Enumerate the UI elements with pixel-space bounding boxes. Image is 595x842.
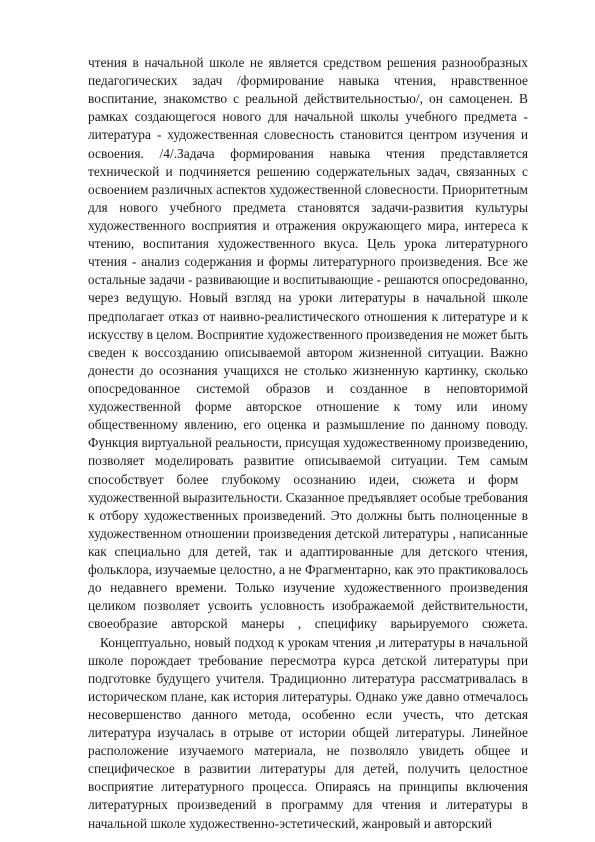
text-line: художественного восприятия и отражения окружающего мира, интереса к [88, 217, 528, 233]
text-line: способствует более глубокому осознанию идеи, сюжета и форм [88, 471, 519, 487]
text-line: для нового учебного предмета становятся задачи-развития культуры [88, 199, 528, 215]
text-line: общественному явлению, его оценка и размышление по данному поводу. [88, 417, 528, 433]
text-line: донести до осознания учащихся не столько жизненную картинку, сколько [88, 362, 528, 378]
text-line: восприятие литературного процесса. Опираясь на принципы включения [88, 779, 528, 795]
text-line: до недавнего времени. Только изучение художественного произведения [88, 580, 528, 596]
text-line: школе порождает требование пересмотра курса детской литературы при [88, 652, 528, 668]
text-line: начальной школе художественно-эстетический, жанровый и авторский [88, 815, 493, 831]
text-line: своеобразие авторской манеры , специфику варьируемого сюжета. [88, 616, 528, 632]
text-line: художественном отношении произведения детской литературы , написанные [88, 525, 528, 541]
text-line: специфическое в развитии литературы для детей, получить целостное [88, 761, 528, 777]
text-line: педагогических задач /формирование навыка чтения, нравственное [88, 73, 528, 89]
text-line: литература изучалась в отрыве от истории общей литературы. Линейное [88, 725, 528, 741]
text-line: как специально для детей, так и адаптированные для детского чтения, [88, 543, 528, 559]
text-line: позволяет моделировать развитие описываемой ситуации. Тем самым [88, 453, 528, 469]
paragraph-first-line: Концептуально, новый подход к урокам чтения ,и литературы в начальной [100, 634, 528, 650]
text-line: подготовке будущего учителя. Традиционно литература рассматривалась в [88, 670, 528, 686]
text-line: литература - художественная словесность становится центром изучения и [88, 127, 528, 143]
text-line: освоения. /4/.Задача формирования навыка чтения представляется [88, 145, 528, 161]
text-line: чтению, воспитания художественного вкуса. Цель урока литературного [88, 236, 528, 252]
text-line: технической и подчиняется решению содержательных задач, связанных с [88, 163, 528, 179]
text-line: историческом плане, как история литературы. Однако уже давно отмечалось [88, 688, 528, 704]
text-line: к отбору художественных произведений. Это должны быть полноценные в [88, 507, 528, 523]
text-line: предполагает отказ от наивно-реалистического отношения к литературе и к [88, 308, 528, 324]
body-text [88, 54, 528, 833]
text-line: литературных произведений в программу для чтения и литературы в [88, 797, 528, 813]
text-line: чтения в начальной школе не является средством решения разнообразных [88, 55, 528, 70]
text-line: целиком позволяет усвоить условность изображаемой действительности, [88, 598, 528, 614]
text-line: несовершенство данного метода, особенно если учесть, что детская [88, 706, 528, 722]
text-line: искусству в целом. Восприятие художественного произведения не может быть [88, 326, 528, 342]
text-line: рамках создающегося нового для начальной школы учебного предмета - [88, 109, 528, 125]
text-line: чтения - анализ содержания и формы литературного произведения. Все же [88, 254, 528, 270]
text-line: Функция виртуальной реальности, присущая художественному произведению, [88, 435, 528, 451]
text-line: через ведущую. Новый взгляд на уроки литературы в начальной школе [88, 290, 528, 306]
text-line: сведен к воссозданию описываемой автором жизненной ситуации. Важно [88, 344, 528, 360]
text-line: фольклора, изучаемые целостно, а не Фрагментарно, как это практиковалось [88, 562, 528, 578]
text-line: остальные задачи - развивающие и воспитывающие - решаются опосредованно, [88, 272, 528, 288]
text-line: расположение изучаемого материала, не позволяло увидеть общее и [88, 743, 528, 759]
text-line: художественной форме авторское отношение к тому или иному [88, 399, 528, 415]
text-line: освоением различных аспектов художественной словесности. Приоритетным [88, 181, 528, 197]
text-line: опосредованное системой образов и созданное в неповторимой [88, 380, 528, 396]
text-line: воспитание, знакомство с реальной действительностью/, он самоценен. В [88, 91, 528, 107]
text-line: художественной выразительности. Сказанное предъявляет особые требования [88, 489, 528, 505]
